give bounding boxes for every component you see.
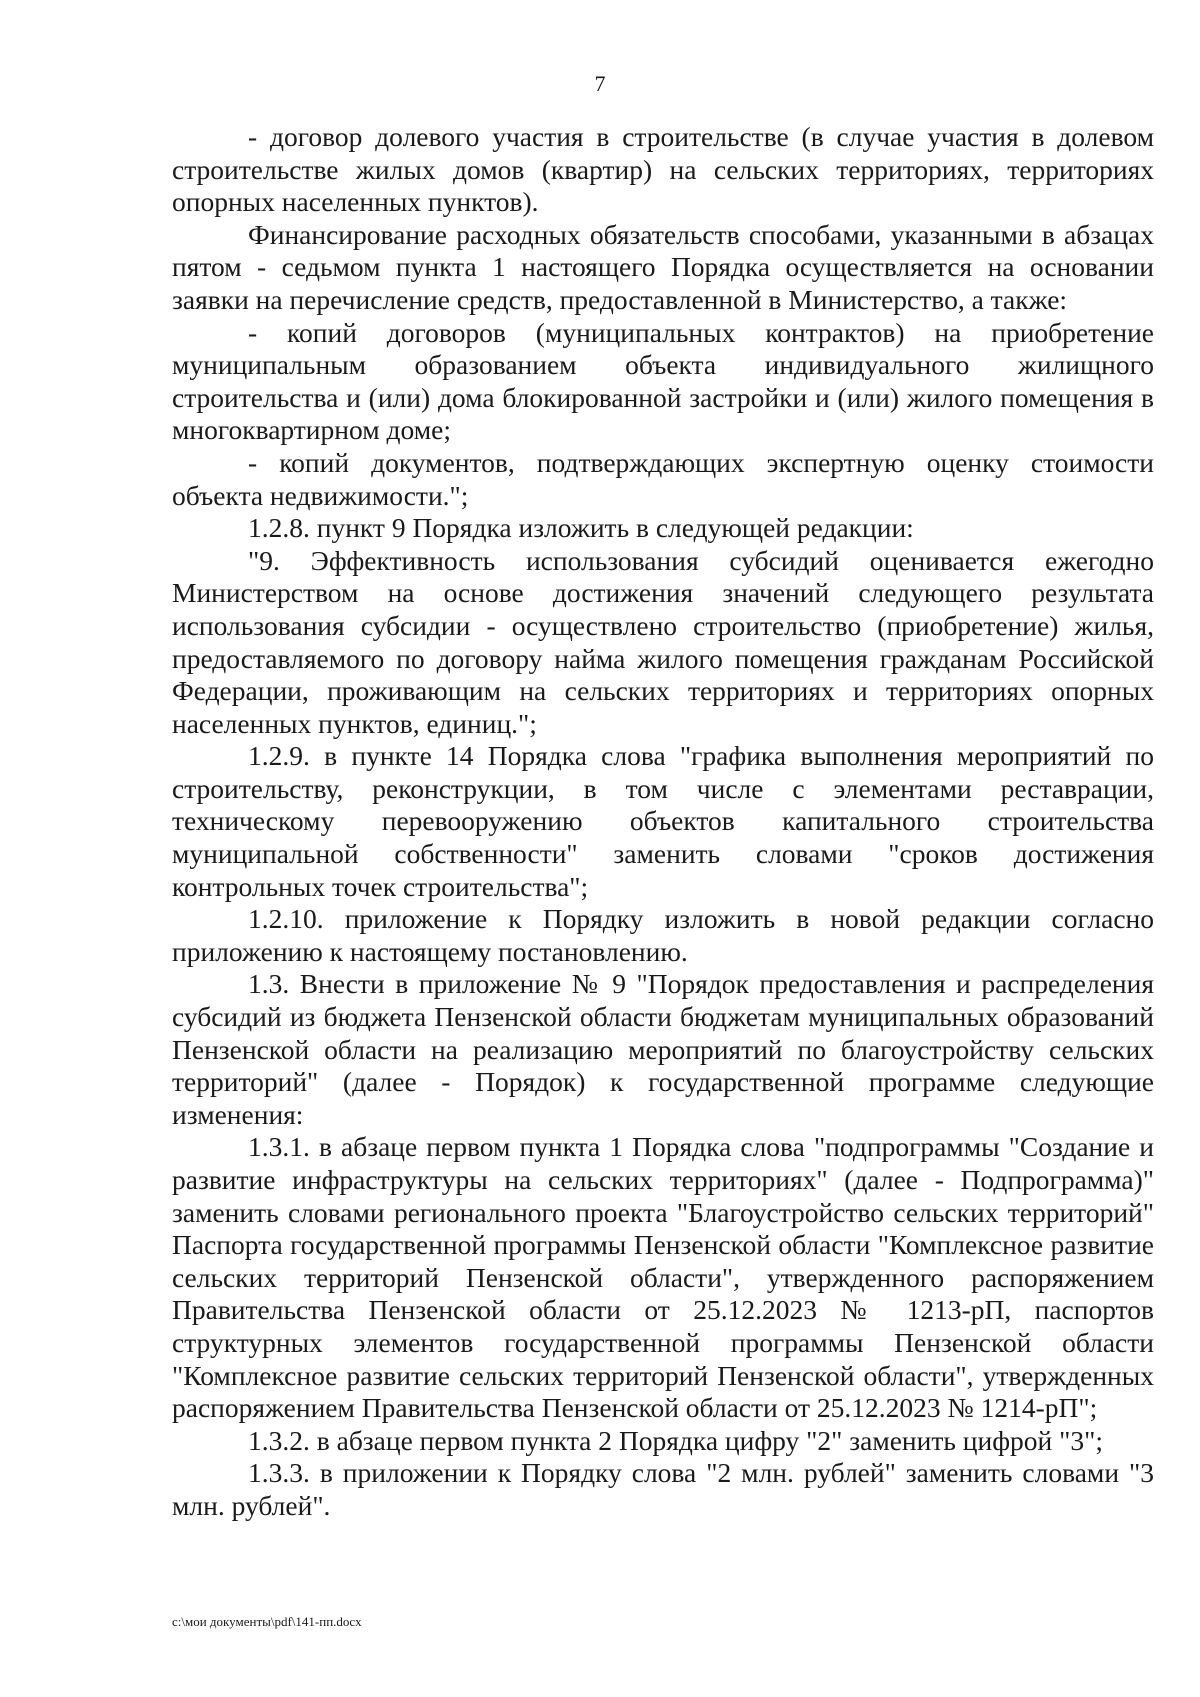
page-number: 7 — [594, 71, 606, 96]
paragraph-point-9: "9. Эффективность использования субсидий оценивается ежегодно Министерством на основе достижения значений следующего результата использования субсидии - осуществлено строительство (приобретение) жилья, предоставляемого по договору найма жилого помещения гражданам Российской Федерации, проживающим на сельских территориях и территориях опорных населенных пунктов, единиц."; — [172, 544, 1154, 739]
paragraph-expert-valuation: - копий документов, подтверждающих экспертную оценку стоимости объекта недвижимости."; — [172, 446, 1154, 511]
footer-file-path: c:\мои документы\pdf\141-пп.docx — [172, 1614, 362, 1629]
paragraph-contract-shared-construction: - договор долевого участия в строительстве (в случае участия в долевом строительстве жилых домов (квартир) на сельских территориях, территориях опорных населенных пунктов). — [172, 121, 1154, 218]
paragraph-1-3-3: 1.3.3. в приложении к Порядку слова "2 млн. рублей" заменить словами "3 млн. рублей". — [172, 1457, 1154, 1521]
document-body — [172, 121, 1154, 1523]
paragraph-1-2-9: 1.2.9. в пункте 14 Порядка слова "графика выполнения мероприятий по строительству, реконструкции, в том числе с элементами реставрации, техническому перевооружению объектов капитального строительства муниципальной собственности" заменить словами "сроков достижения контрольных точек строительства"; — [172, 740, 1154, 902]
paragraph-1-3-1: 1.3.1. в абзаце первом пункта 1 Порядка слова "подпрограммы "Создание и развитие инфраструктуры на сельских территориях" (далее - Подпрограмма)" заменить словами регионального проекта "Благоустройство сельских территорий" Паспорта государственной программы Пензенской области "Комплексное развитие сельских территорий Пензенской области", утвержденного распоряжением Правительства Пензенской области от 25.12.2023 № 1213-рП, паспортов структурных элементов государственной программы Пензенской области "Комплексное развитие сельских территорий Пензенской области", утвержденных распоряжением Правительства Пензенской области от 25.12.2023 № 1214-рП"; — [172, 1131, 1154, 1424]
paragraph-1-3-2: 1.3.2. в абзаце первом пункта 2 Порядка цифру "2" заменить цифрой "3"; — [248, 1424, 1103, 1456]
paragraph-contract-copies: - копий договоров (муниципальных контрактов) на приобретение муниципальным образованием объекта индивидуального жилищного строительства и (или) дома блокированной застройки и (или) жилого помещения в многоквартирном доме; — [172, 316, 1154, 446]
paragraph-1-2-8: 1.2.8. пункт 9 Порядка изложить в следующей редакции: — [248, 512, 914, 544]
paragraph-1-3: 1.3. Внести в приложение № 9 "Порядок предоставления и распределения субсидий из бюджета Пензенской области бюджетам муниципальных образований Пензенской области на реализацию мероприятий по благоустройству сельских территорий" (далее - Порядок) к государственной программе следующие изменения: — [172, 968, 1154, 1130]
paragraph-financing-obligations: Финансирование расходных обязательств способами, указанными в абзацах пятом - седьмом пункта 1 настоящего Порядка осуществляется на основании заявки на перечисление средств, предоставленной в Министерство, а также: — [172, 218, 1154, 315]
paragraph-1-2-10: 1.2.10. приложение к Порядку изложить в новой редакции согласно приложению к настоящему постановлению. — [172, 903, 1154, 967]
